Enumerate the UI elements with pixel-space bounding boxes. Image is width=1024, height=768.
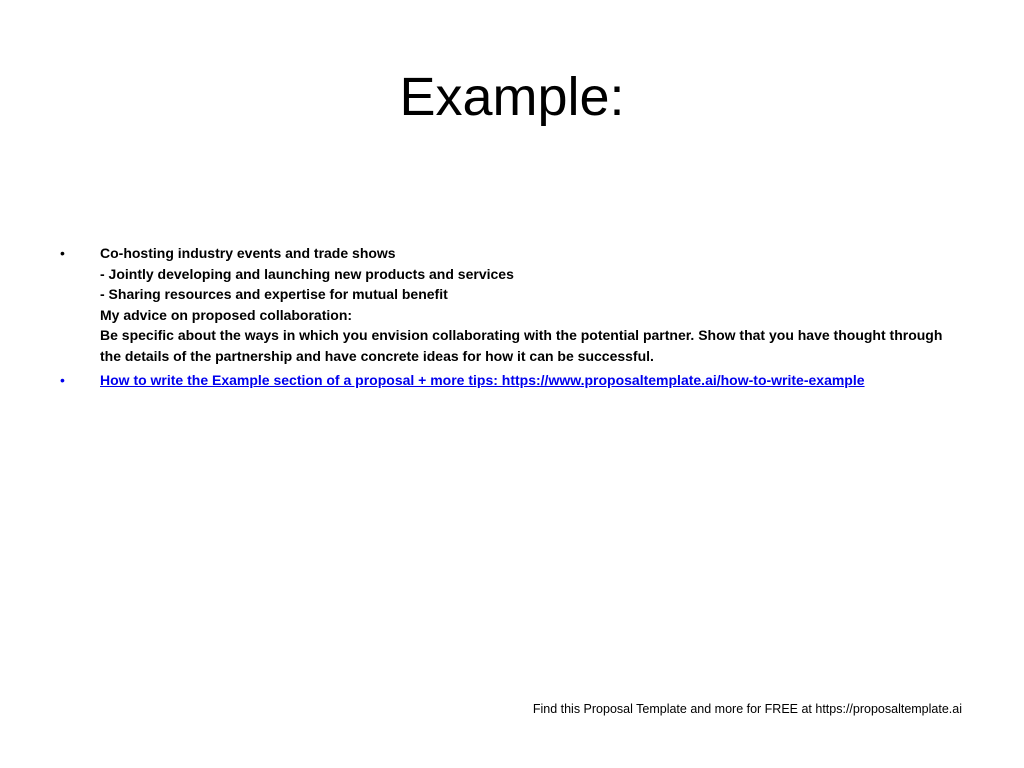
bullet-line-products: - Jointly developing and launching new products and services (100, 265, 514, 282)
bullet-list (60, 243, 960, 391)
bullet-item-collaboration (60, 243, 960, 366)
bullet-advice-paragraph: Be specific about the ways in which you envision collaborating with the potential partner. Show that you have thought through the details of the partnership and have concrete ideas for how it can be successful. (100, 327, 943, 364)
bullet-line-advice-heading: My advice on proposed collaboration: (100, 306, 353, 323)
bullet-item-link (60, 370, 960, 391)
footer-note: Find this Proposal Template and more for FREE at https://proposaltemplate.ai (532, 702, 962, 716)
bullet-line-cohosting: Co-hosting industry events and trade shows (100, 245, 396, 261)
how-to-write-example-link[interactable]: How to write the Example section of a proposal + more tips: https://www.proposaltemplate.ai/how-to-write-example (100, 372, 865, 388)
bullet-marker: • (60, 372, 65, 388)
slide-title: Example: (399, 67, 625, 127)
bullet-marker: • (60, 245, 65, 261)
bullet-line-resources: - Sharing resources and expertise for mutual benefit (100, 286, 448, 302)
